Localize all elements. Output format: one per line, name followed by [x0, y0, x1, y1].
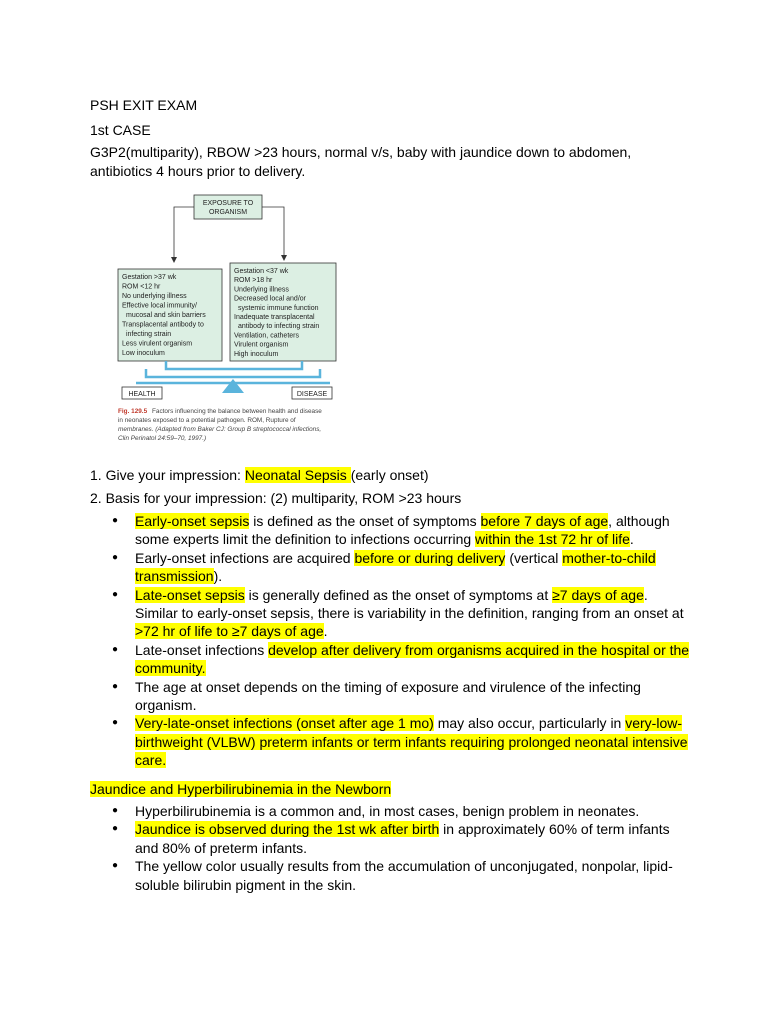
- arrow-to-disease: [262, 207, 284, 259]
- figure-factor-line: Ventilation, catheters: [234, 332, 299, 340]
- jaundice-bullet-list: [90, 802, 690, 894]
- bullet-text: Hyperbilirubinemia is a common and, in most cases, benign problem in neonates.: [135, 803, 640, 819]
- highlighted-text: Jaundice is observed during the 1st wk after birth: [135, 821, 440, 838]
- figure-factor-line: ROM <12 hr: [122, 283, 161, 291]
- highlighted-text: before or during delivery: [354, 549, 506, 566]
- list-item: [90, 549, 690, 586]
- highlighted-text: >72 hr of life to ≥7 days of age: [135, 623, 324, 640]
- section-heading: [90, 780, 391, 798]
- figure-factor-line: Underlying illness: [234, 286, 289, 294]
- list-item: [90, 641, 690, 678]
- figure-factor-line: Low inoculum: [122, 350, 165, 357]
- question-1: [90, 466, 429, 484]
- bullet-text: .: [323, 623, 328, 640]
- case-summary-line-1: G3P2(multiparity), RBOW >23 hours, normal v/s, baby with jaundice down to abdomen,: [90, 144, 632, 160]
- bullet-text: , although some experts limit the definition to infections occurring: [135, 513, 670, 548]
- exposure-label-1: EXPOSURE TO: [202, 200, 254, 207]
- disease-label: DISEASE: [296, 391, 328, 398]
- figure-factor-line: Inadequate transplacental: [234, 314, 315, 321]
- case-summary-line-2: antibiotics 4 hours prior to delivery.: [90, 163, 306, 179]
- bullet-text: Early-onset infections are acquired: [135, 549, 355, 566]
- sepsis-bullet-list: [90, 512, 690, 770]
- list-item: [90, 802, 690, 820]
- section-heading-text: Jaundice and Hyperbilirubinemia in the Newborn: [90, 781, 392, 797]
- bullet-text: The age at onset depends on the timing of exposure and virulence of the infecting organism.: [135, 678, 641, 714]
- document-title: PSH EXIT EXAM: [90, 97, 198, 113]
- highlighted-text: very-low-birthweight (VLBW) preterm infants or term infants requiring prolonged neonatal intensive care.: [135, 715, 688, 769]
- list-item: [90, 857, 690, 894]
- bullet-text: may also occur, particularly in: [433, 715, 626, 732]
- highlighted-text: Early-onset sepsis: [135, 513, 250, 529]
- bullet-text: Late-onset infections: [135, 641, 269, 658]
- question-1-prefix: 1. Give your impression:: [90, 467, 245, 483]
- bullet-text: ).: [213, 568, 223, 585]
- highlighted-text: mother-to-child transmission: [135, 549, 656, 585]
- figure-factor-line: infecting strain: [126, 331, 172, 338]
- figure-factor-line: Less virulent organism: [122, 340, 193, 348]
- exposure-label-2: ORGANISM: [208, 209, 248, 216]
- list-item: [90, 714, 690, 769]
- highlighted-text: ≥7 days of age: [552, 586, 644, 603]
- question-2: 2. Basis for your impression: (2) multiparity, ROM >23 hours: [90, 490, 462, 506]
- figure-caption-line-3: membranes. (Adapted from Baker CJ: Group B streptococcal infections,: [118, 426, 322, 433]
- bullet-text: (vertical: [505, 549, 563, 566]
- question-1-suffix: (early onset): [350, 467, 429, 483]
- health-label: HEALTH: [128, 391, 156, 398]
- figure-balance-diagram: [116, 193, 360, 455]
- figure-factor-line: No underlying illness: [122, 293, 187, 300]
- figure-factor-line: Decreased local and/or: [234, 295, 306, 303]
- impression-highlight: Neonatal Sepsis: [244, 467, 351, 483]
- figure-factor-line: antibody to infecting strain: [238, 323, 320, 331]
- case-label: 1st CASE: [90, 122, 151, 138]
- balance-connector: [146, 361, 320, 377]
- list-item: [90, 586, 690, 641]
- figure-factor-line: High inoculum: [234, 350, 279, 358]
- figure-factor-line: Gestation <37 wk: [234, 268, 289, 275]
- arrow-to-health: [174, 207, 194, 261]
- bullet-text: . Similar to early-onset sepsis, there is variability in the definition, ranging from an onset at: [135, 586, 684, 622]
- list-item: [90, 820, 690, 857]
- list-item: [90, 512, 690, 549]
- figure-caption-line-4: Clin Perinatol 24:59–70, 1997.): [118, 435, 207, 442]
- highlighted-text: within the 1st 72 hr of life: [475, 531, 630, 548]
- figure-caption-line-1: Factors influencing the balance between health and disease: [152, 408, 322, 415]
- figure-factor-line: Gestation >37 wk: [122, 274, 177, 281]
- figure-caption-number: Fig. 129.5: [118, 408, 148, 415]
- figure-caption-line-2: in neonates exposed to a potential pathogen. ROM, Rupture of: [118, 417, 296, 424]
- figure-factor-line: mucosal and skin barriers: [126, 312, 206, 319]
- highlighted-text: Very-late-onset infections (onset after age 1 mo): [135, 715, 434, 732]
- highlighted-text: before 7 days of age: [480, 513, 609, 529]
- balance-fulcrum: [222, 379, 244, 393]
- figure-factor-line: Virulent organism: [234, 341, 289, 349]
- figure-factor-line: Transplacental antibody to: [122, 321, 204, 329]
- figure-factor-line: systemic immune function: [238, 304, 319, 312]
- bullet-text: .: [629, 531, 634, 548]
- bullet-text: is generally defined as the onset of symptoms at: [244, 586, 553, 603]
- bullet-text: The yellow color usually results from the accumulation of unconjugated, nonpolar, lipid-soluble bilirubin pigment in the skin.: [135, 858, 673, 893]
- bullet-text: is defined as the onset of symptoms: [249, 513, 481, 529]
- figure-factor-line: Effective local immunity/: [122, 302, 197, 310]
- bullet-text: in approximately 60% of term infants and 80% of preterm infants.: [135, 821, 670, 856]
- highlighted-text: develop after delivery from organisms acquired in the hospital or the community.: [135, 641, 690, 677]
- list-item: [90, 678, 690, 715]
- highlighted-text: Late-onset sepsis: [135, 586, 245, 603]
- figure-factor-line: ROM >18 hr: [234, 277, 273, 285]
